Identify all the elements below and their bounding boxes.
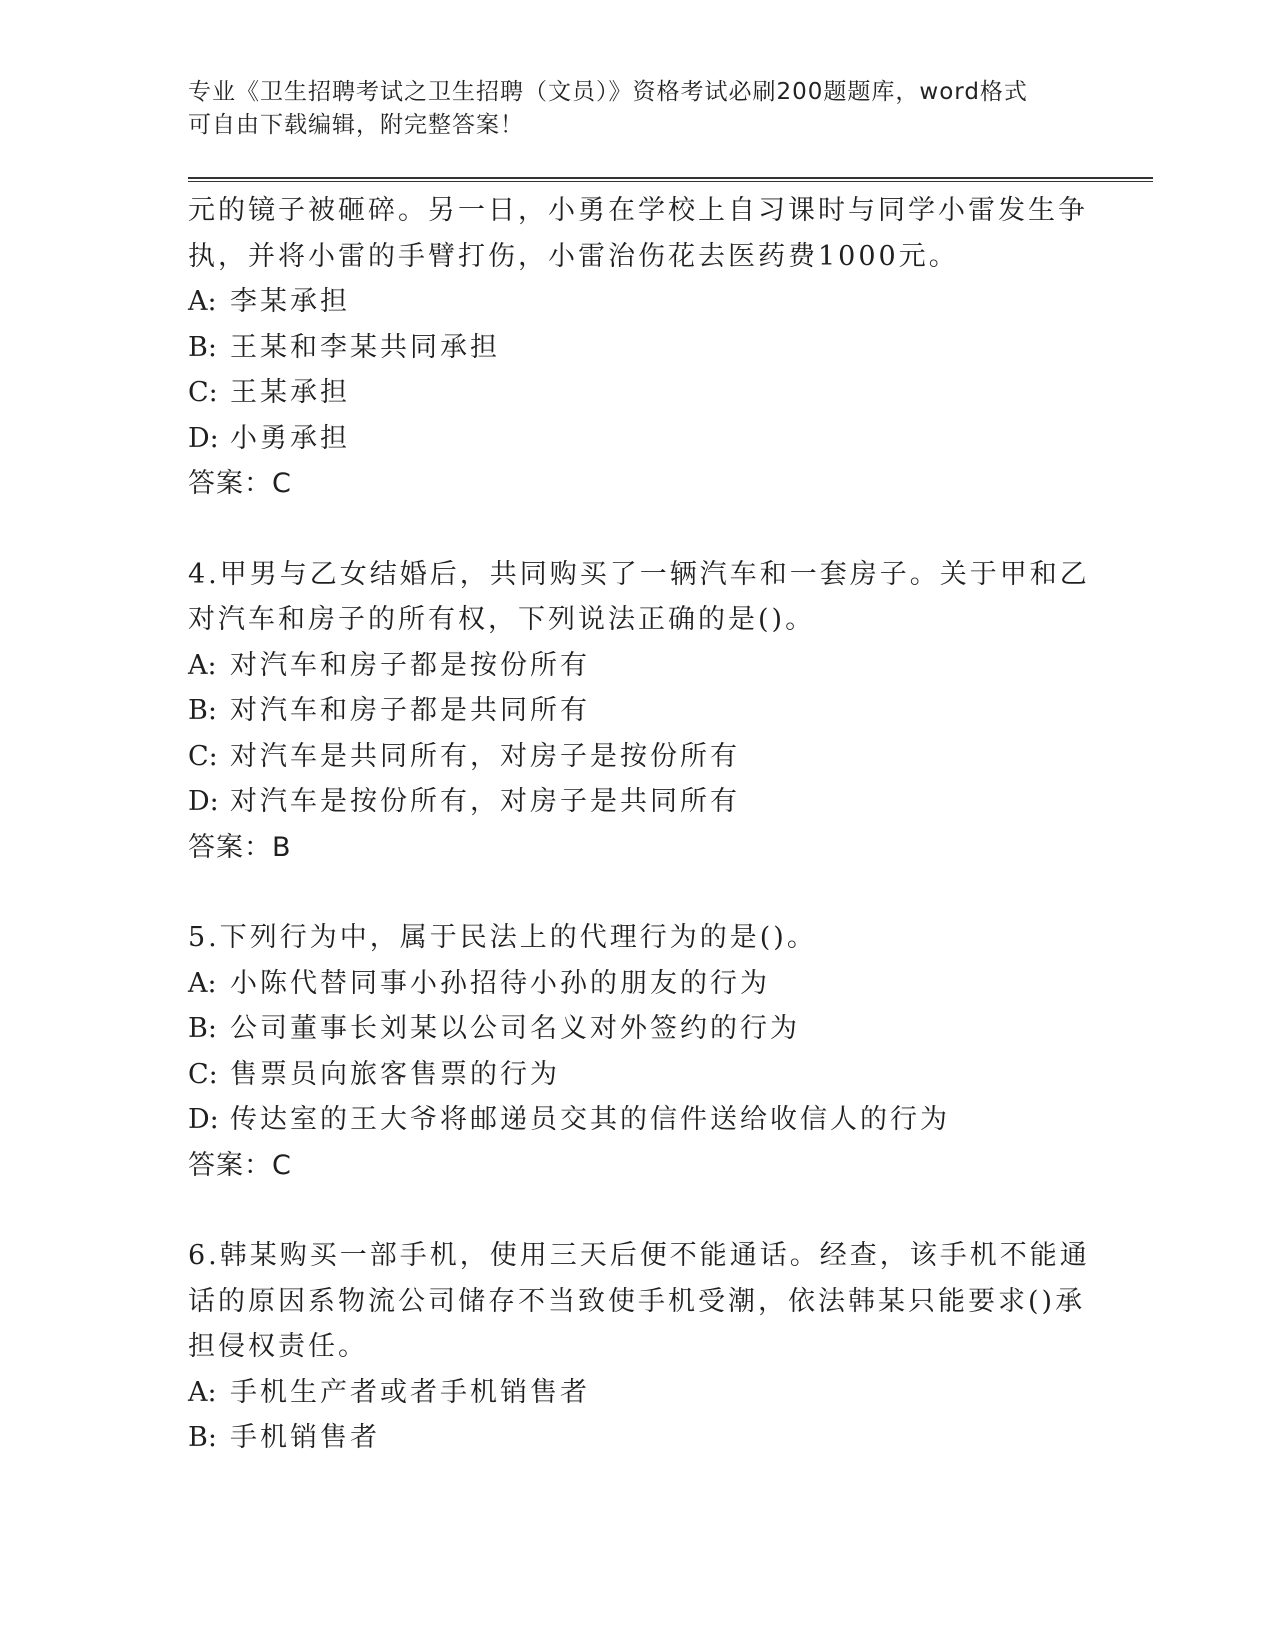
option-b	[188, 1006, 1068, 1052]
question-6	[188, 1233, 1090, 1461]
question-stem-line: 担侵权责任。	[188, 1331, 368, 1362]
option-c	[188, 370, 1068, 416]
option-text: 售票员向旅客售票的行为	[230, 1058, 560, 1090]
option-b	[188, 688, 1068, 734]
document-body	[188, 188, 1090, 1461]
option-a	[188, 961, 1068, 1007]
question-4	[188, 552, 1090, 871]
option-key: B:	[188, 695, 217, 726]
option-b	[188, 325, 1068, 371]
answer: 答案：C	[188, 468, 292, 499]
option-a	[188, 1370, 1068, 1416]
question-stem-line: 4.甲男与乙女结婚后，共同购买了一辆汽车和一套房子。关于甲和乙	[188, 558, 1090, 590]
option-key: A:	[188, 967, 217, 999]
option-text: 王某和李某共同承担	[230, 331, 500, 363]
option-text: 小陈代替同事小孙招待小孙的朋友的行为	[230, 967, 770, 999]
option-key: B:	[188, 331, 217, 363]
question-3	[188, 188, 1088, 507]
option-c	[188, 1052, 1068, 1098]
option-d	[188, 779, 1068, 825]
option-text: 手机销售者	[230, 1422, 380, 1453]
option-key: A:	[188, 649, 217, 681]
option-b	[188, 1415, 1068, 1461]
question-5	[188, 915, 1068, 1188]
question-stem-line: 5.下列行为中，属于民法上的代理行为的是()。	[188, 922, 817, 953]
option-key: C:	[188, 740, 218, 772]
question-stem-line: 6.韩某购买一部手机，使用三天后便不能通话。经查，该手机不能通	[188, 1240, 1090, 1271]
question-stem-line: 对汽车和房子的所有权，下列说法正确的是()。	[188, 604, 816, 635]
option-text: 王某承担	[230, 377, 350, 408]
option-key: B:	[188, 1422, 217, 1453]
option-text: 对汽车和房子都是按份所有	[230, 649, 590, 681]
spacer	[188, 870, 1068, 915]
option-key: D:	[188, 422, 219, 454]
option-text: 传达室的王大爷将邮递员交其的信件送给收信人的行为	[230, 1104, 950, 1135]
question-stem-line: 话的原因系物流公司储存不当致使手机受潮，依法韩某只能要求()承	[188, 1285, 1086, 1317]
option-key: B:	[188, 1013, 217, 1044]
option-text: 对汽车和房子都是共同所有	[230, 695, 590, 726]
option-a	[188, 643, 1068, 689]
option-text: 对汽车是共同所有，对房子是按份所有	[230, 740, 740, 772]
question-stem-line: 执，并将小雷的手臂打伤，小雷治伤花去医药费1000元。	[188, 240, 959, 272]
spacer	[188, 507, 1068, 552]
option-text: 手机生产者或者手机销售者	[230, 1376, 590, 1408]
option-a	[188, 279, 1068, 325]
option-key: A:	[188, 286, 217, 317]
header-line-1: 专业《卫生招聘考试之卫生招聘（文员）》资格考试必刷200题题库，word格式	[188, 79, 1028, 105]
spacer	[188, 1188, 1068, 1233]
option-key: A:	[188, 1376, 217, 1408]
option-d	[188, 1097, 1068, 1143]
option-text: 对汽车是按份所有，对房子是共同所有	[230, 786, 740, 817]
question-stem-line: 元的镜子被砸碎。另一日，小勇在学校上自习课时与同学小雷发生争	[188, 195, 1088, 226]
header-divider	[188, 177, 1153, 182]
page-header	[188, 76, 1088, 142]
answer: 答案：C	[188, 1149, 292, 1181]
answer: 答案：B	[188, 831, 292, 863]
option-key: C:	[188, 1058, 218, 1090]
option-text: 李某承担	[230, 286, 350, 317]
option-text: 公司董事长刘某以公司名义对外签约的行为	[230, 1013, 800, 1044]
option-key: D:	[188, 1104, 219, 1135]
option-key: D:	[188, 786, 219, 817]
option-text: 小勇承担	[230, 422, 350, 454]
option-key: C:	[188, 377, 218, 408]
option-d	[188, 416, 1068, 462]
option-c	[188, 734, 1068, 780]
header-line-2: 可自由下载编辑，附完整答案！	[188, 112, 524, 138]
